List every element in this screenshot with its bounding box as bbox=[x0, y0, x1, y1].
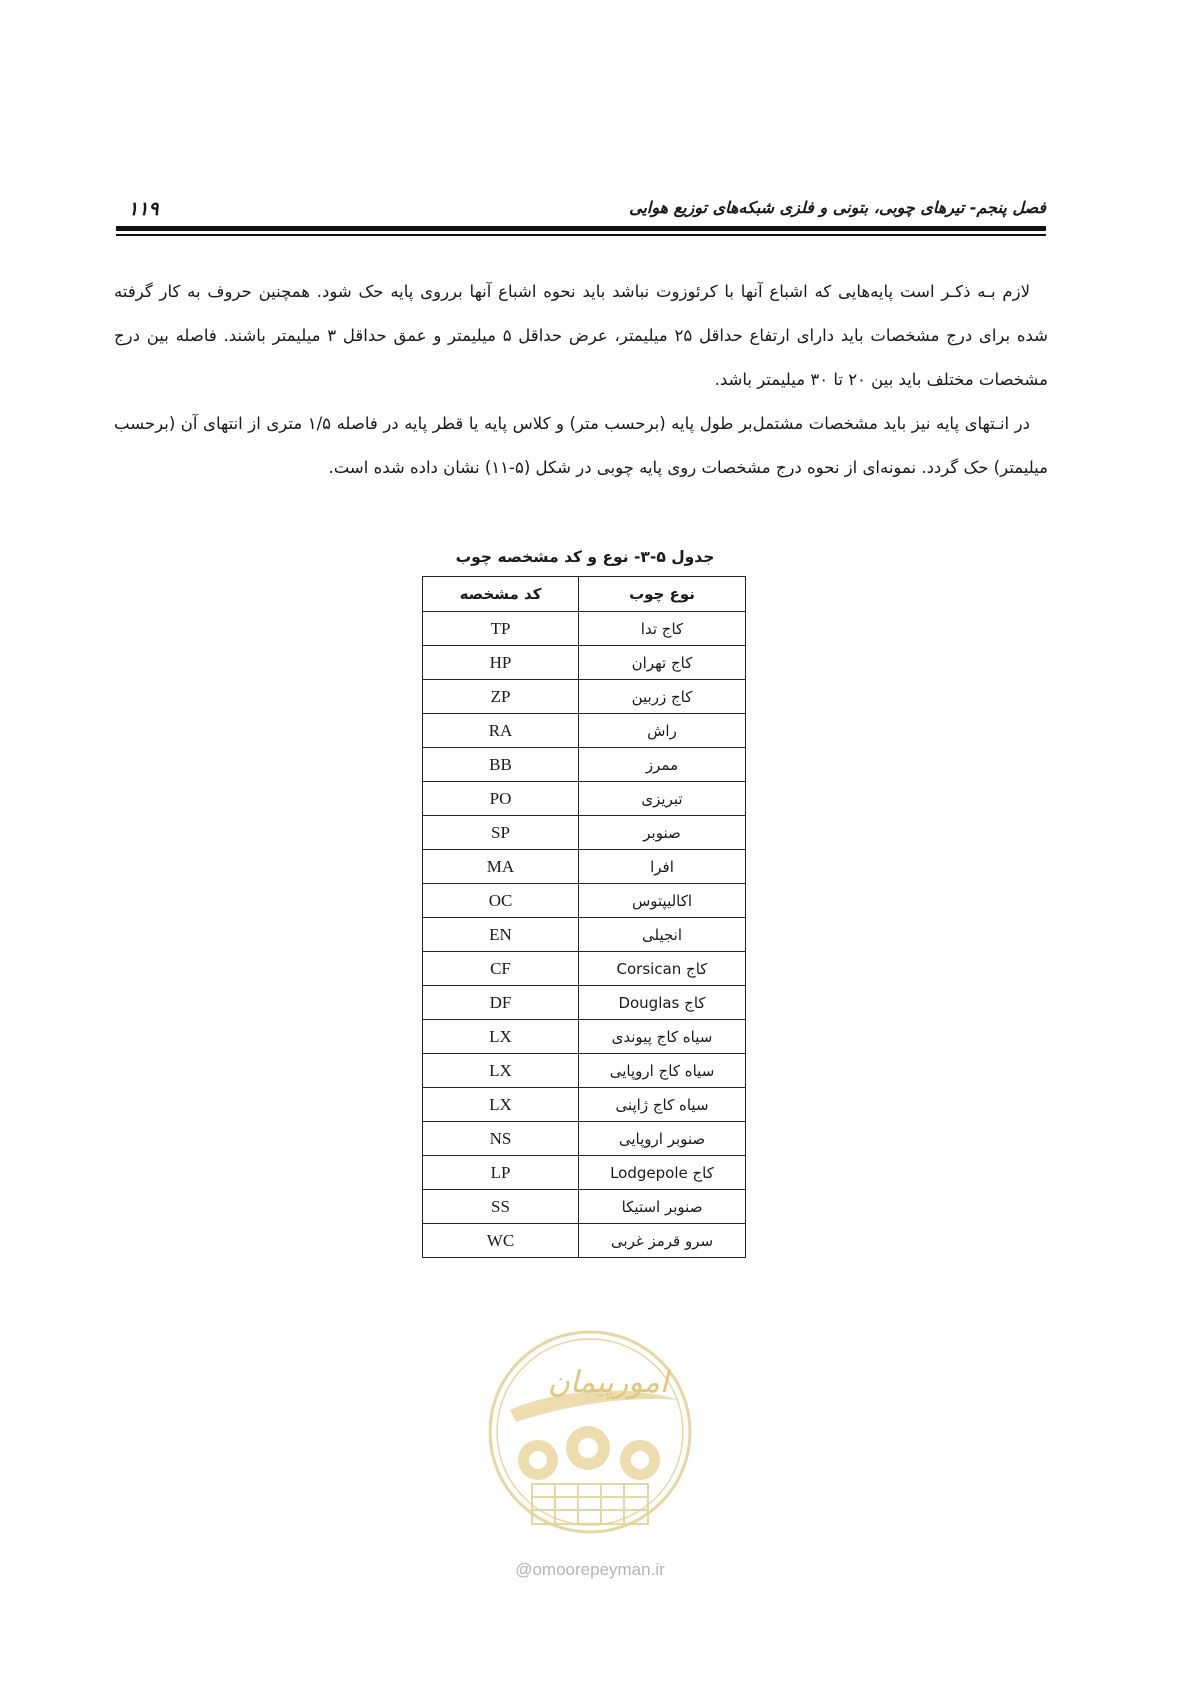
wood-type-cell: اکالیپتوس bbox=[579, 884, 746, 918]
wood-code-cell: LX bbox=[423, 1054, 579, 1088]
table-row bbox=[423, 952, 746, 986]
wood-type-cell: صنوبر استیکا bbox=[579, 1190, 746, 1224]
header-rule-thin bbox=[116, 234, 1046, 236]
wood-code-cell: LX bbox=[423, 1020, 579, 1054]
wood-type-cell: سیاه کاج اروپایی bbox=[579, 1054, 746, 1088]
wood-code-cell: CF bbox=[423, 952, 579, 986]
header-code: کد مشخصه bbox=[423, 577, 579, 612]
paragraph-1: لازم بـه ذکـر است پایه‌هایی که اشباع آنها با کرئوزوت نباشد باید نحوه اشباع آنها برروی پایه حک شود. همچنین حروف به کار گرفته شده برای درج مشخصات باید دارای ارتفاع حداقل ۲۵ میلیمتر، عرض حداقل ۵ میلیمتر و عمق حداقل ۳ میلیمتر باشند. فاصله بین درج مشخصات مختلف باید بین ۲۰ تا ۳۰ میلیمتر باشد. bbox=[114, 282, 1048, 389]
wood-type-cell: افرا bbox=[579, 850, 746, 884]
table-row bbox=[423, 782, 746, 816]
table-row bbox=[423, 1020, 746, 1054]
header-rule-thick bbox=[116, 226, 1046, 231]
table-row bbox=[423, 1224, 746, 1258]
table-body bbox=[423, 612, 746, 1258]
table-row bbox=[423, 1156, 746, 1190]
table-row bbox=[423, 816, 746, 850]
wood-code-cell: BB bbox=[423, 748, 579, 782]
table-row bbox=[423, 918, 746, 952]
wood-type-cell: صنوبر bbox=[579, 816, 746, 850]
wood-type-cell: تبریزی bbox=[579, 782, 746, 816]
table-row bbox=[423, 1190, 746, 1224]
wood-type-cell: کاج زربین bbox=[579, 680, 746, 714]
wood-type-cell: کاج Lodgepole bbox=[579, 1156, 746, 1190]
wood-code-cell: OC bbox=[423, 884, 579, 918]
table-row bbox=[423, 1088, 746, 1122]
wood-type-cell: کاج Douglas bbox=[579, 986, 746, 1020]
wood-code-cell: WC bbox=[423, 1224, 579, 1258]
table-row bbox=[423, 612, 746, 646]
wood-code-table bbox=[422, 576, 746, 1258]
wood-type-cell: سیاه کاج پیوندی bbox=[579, 1020, 746, 1054]
page-header bbox=[116, 198, 1046, 220]
table-header-row bbox=[423, 577, 746, 612]
table-row bbox=[423, 680, 746, 714]
table-row bbox=[423, 850, 746, 884]
table-row bbox=[423, 1122, 746, 1156]
wood-code-cell: TP bbox=[423, 612, 579, 646]
wood-type-cell: سیاه کاج ژاپنی bbox=[579, 1088, 746, 1122]
watermark-seal-icon bbox=[480, 1322, 700, 1562]
wood-code-cell: MA bbox=[423, 850, 579, 884]
table-row bbox=[423, 884, 746, 918]
wood-type-cell: کاج تهران bbox=[579, 646, 746, 680]
watermark-logo-text: امورپیمان bbox=[547, 1365, 669, 1400]
wood-type-cell: سرو قرمز غربی bbox=[579, 1224, 746, 1258]
wood-type-cell: انجیلی bbox=[579, 918, 746, 952]
wood-code-cell: HP bbox=[423, 646, 579, 680]
table-caption: جدول ۵-۳- نوع و کد مشخصه چوب bbox=[455, 548, 715, 566]
wood-type-cell: کاج Corsican bbox=[579, 952, 746, 986]
watermark-logo bbox=[480, 1322, 700, 1562]
wood-code-cell: LX bbox=[423, 1088, 579, 1122]
wood-type-cell: صنوبر اروپایی bbox=[579, 1122, 746, 1156]
wood-code-cell: DF bbox=[423, 986, 579, 1020]
chapter-title: فصل پنجم- تیرهای چوبی، بتونی و فلزی شبکه‌های توزیع هوایی bbox=[629, 198, 1046, 217]
wood-code-cell: EN bbox=[423, 918, 579, 952]
page-number: ۱۱۹ bbox=[128, 198, 159, 220]
wood-code-cell: NS bbox=[423, 1122, 579, 1156]
wood-code-cell: PO bbox=[423, 782, 579, 816]
wood-code-cell: SS bbox=[423, 1190, 579, 1224]
paragraph-2: در انـتهای پایه نیز باید مشخصات مشتمل‌بر طول پایه (برحسب متر) و کلاس پایه یا قطر پایه در فاصله ۱/۵ متری از انتهای آن (برحسب میلیمتر) حک گردد. نمونه‌ای از نحوه درج مشخصات روی پایه چوبی در شکل (۵-۱۱) نشان داده شده است. bbox=[114, 414, 1048, 477]
table-row bbox=[423, 1054, 746, 1088]
wood-type-cell: راش bbox=[579, 714, 746, 748]
wood-type-cell: ممرز bbox=[579, 748, 746, 782]
wood-code-cell: LP bbox=[423, 1156, 579, 1190]
table-row bbox=[423, 986, 746, 1020]
table-row bbox=[423, 714, 746, 748]
table-row bbox=[423, 646, 746, 680]
wood-code-cell: RA bbox=[423, 714, 579, 748]
watermark-url: @omoorepeyman.ir bbox=[515, 1560, 665, 1579]
body-text bbox=[114, 270, 1048, 490]
wood-type-cell: کاج تدا bbox=[579, 612, 746, 646]
header-type: نوع چوب bbox=[579, 577, 746, 612]
wood-code-cell: SP bbox=[423, 816, 579, 850]
wood-code-cell: ZP bbox=[423, 680, 579, 714]
table-row bbox=[423, 748, 746, 782]
